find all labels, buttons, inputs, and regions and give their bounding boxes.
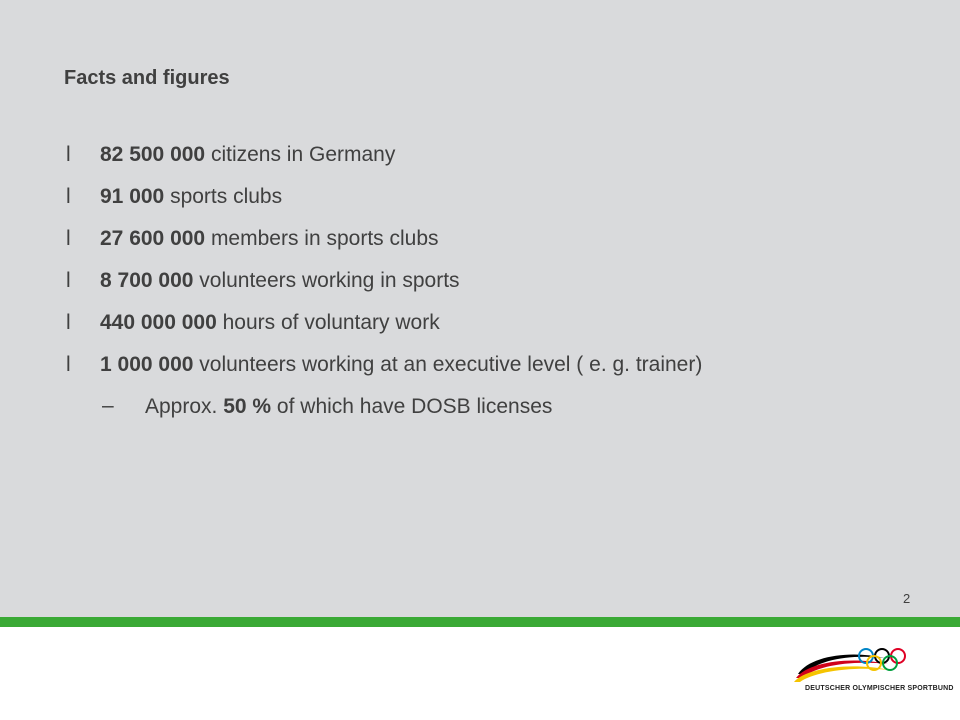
bullet-marker: l: [66, 353, 71, 376]
sub-suffix: of which have DOSB licenses: [271, 395, 553, 418]
sub-value: 50 %: [223, 395, 272, 418]
fact-text: volunteers working in sports: [193, 269, 460, 292]
fact-text: citizens in Germany: [205, 143, 396, 166]
fact-value: 27 600 000: [100, 227, 206, 250]
fact-value: 91 000: [100, 185, 165, 208]
bullet-marker: l: [66, 143, 71, 166]
fact-text: members in sports clubs: [205, 227, 439, 250]
sub-bullet-dash: –: [102, 394, 114, 417]
fact-value: 82 500 000: [100, 143, 206, 166]
fact-value: 1 000 000: [100, 353, 194, 376]
bullet-marker: l: [66, 227, 71, 250]
fact-text: volunteers working at an executive level ( e. g. trainer): [193, 353, 703, 376]
slide-title: Facts and figures: [64, 67, 230, 89]
sub-prefix: Approx.: [145, 395, 224, 418]
fact-value: 8 700 000: [100, 269, 194, 292]
bullet-marker: l: [66, 269, 71, 292]
fact-value: 440 000 000: [100, 311, 217, 334]
bullet-marker: l: [66, 185, 71, 208]
bullet-marker: l: [66, 311, 71, 334]
logo-wordmark: DEUTSCHER OLYMPISCHER SPORTBUND: [805, 685, 954, 692]
fact-text: sports clubs: [164, 185, 283, 208]
page-number: 2: [903, 591, 911, 606]
footer-green-bar: [0, 617, 960, 627]
fact-text: hours of voluntary work: [216, 311, 440, 334]
